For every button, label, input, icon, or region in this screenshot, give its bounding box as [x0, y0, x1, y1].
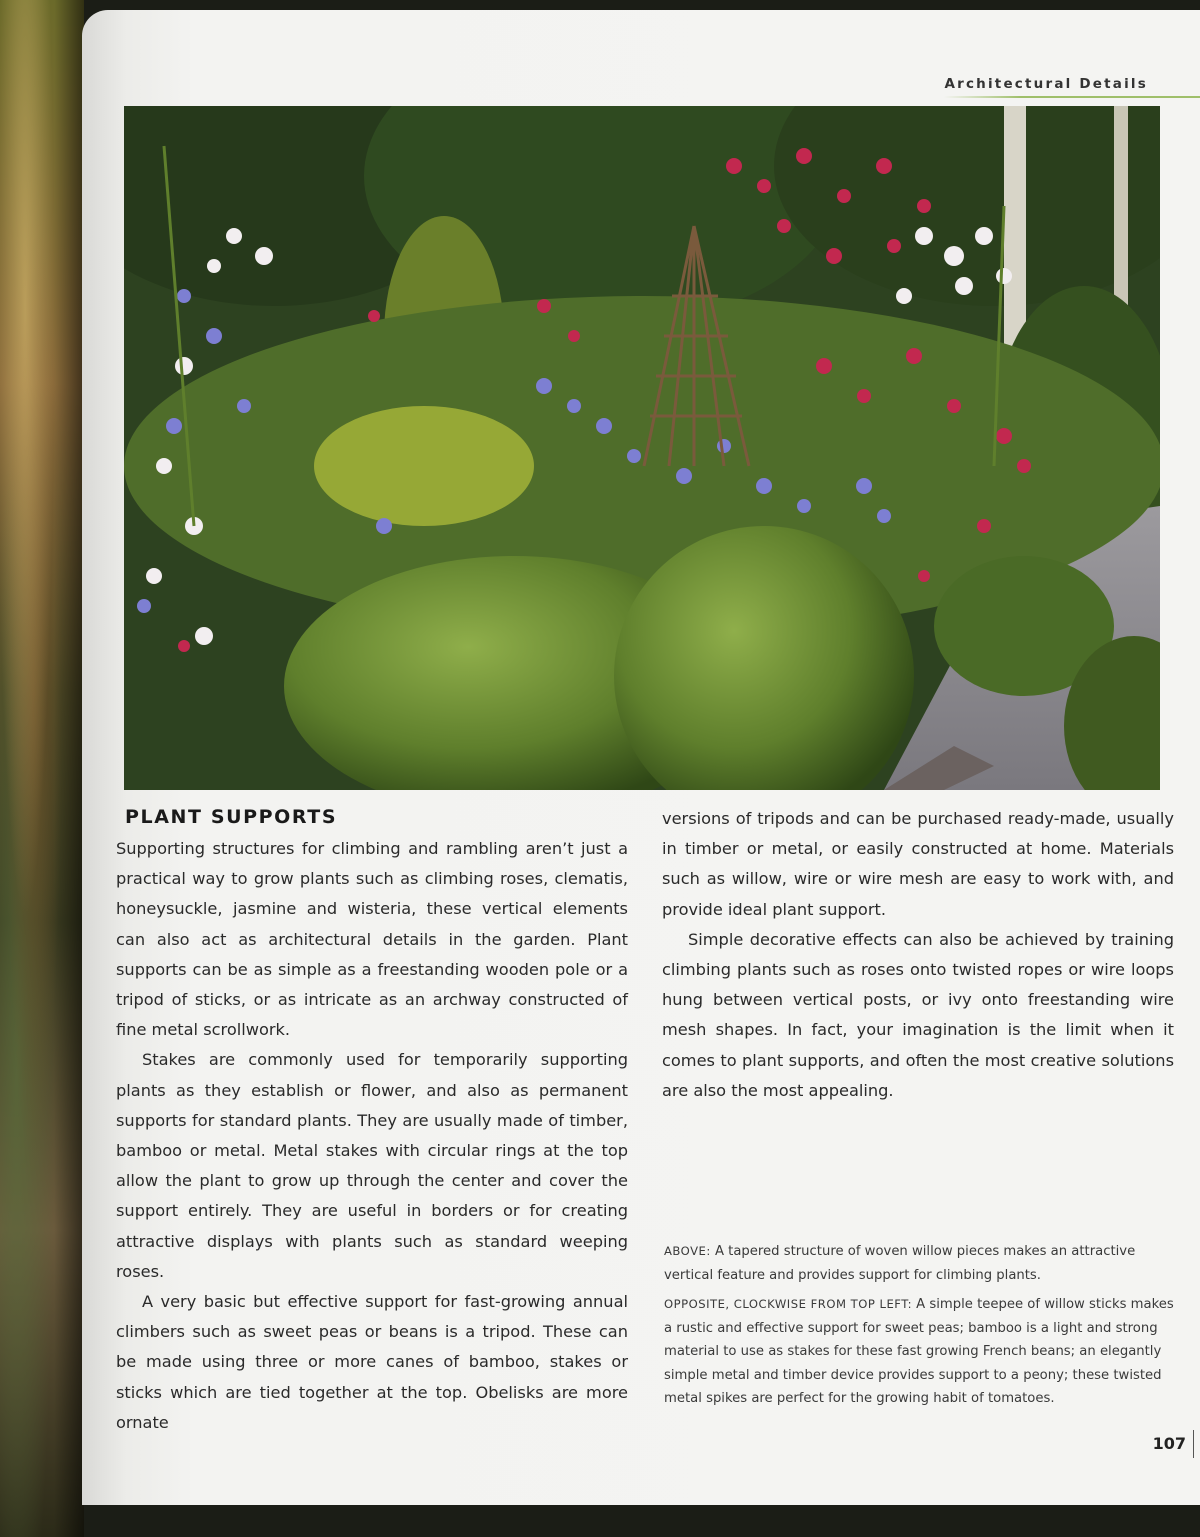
garden-border-photo: [124, 106, 1160, 790]
running-head: Architectural Details: [944, 76, 1148, 92]
garden-illustration: [124, 106, 1160, 790]
caption-opposite: [664, 1293, 1176, 1411]
caption-above: [664, 1240, 1176, 1287]
paragraph: Supporting structures for climbing and rambling aren’t just a practical way to grow plants such as climbing roses, clematis, honeysuckle, jasmine and wisteria, these vertical elements can also act as architectural details in the garden. Plant supports can be as simple as a freestanding wooden pole or a tripod of sticks, or as intricate as an archway constructed of fine metal scrollwork.: [116, 839, 628, 1040]
right-text-column: [662, 804, 1174, 1106]
paragraph: Stakes are commonly used for temporarily supporting plants as they establish or flower, and also as permanent supports for standard plants. They are usually made of timber, bamboo or metal. Metal stakes with circular rings at the top allow the plant to grow up through the center and cover the support entirely. They are useful in borders or for creating attractive displays with plants such as standard weeping roses.: [116, 1050, 628, 1281]
running-head-rule: [944, 96, 1200, 98]
paragraph: versions of tripods and can be purchased ready-made, usually in timber or metal, or easily constructed at home. Materials such as willow, wire or wire mesh are easy to work with, and provide ideal plant support.: [662, 809, 1174, 919]
page-number: 107: [1152, 1434, 1186, 1453]
caption-label: ABOVE:: [664, 1244, 711, 1258]
paragraph: Simple decorative effects can also be achieved by training climbing plants such as roses onto twisted ropes or wire loops hung between vertical posts, or ivy onto freestanding wire mesh shapes. In fact, your imagination is the limit when it comes to plant supports, and often the most creative solutions are also the most appealing.: [662, 929, 1174, 1100]
caption-text: A tapered structure of woven willow pieces makes an attractive vertical feature and provides support for climbing plants.: [664, 1244, 1136, 1283]
paragraph: A very basic but effective support for fast-growing annual climbers such as sweet peas or beans is a tripod. These can be made using three or more canes of bamboo, stakes or sticks which are tied together at the top. Obelisks are more ornate: [116, 1292, 628, 1432]
book-page: [82, 10, 1200, 1505]
article-heading: PLANT SUPPORTS: [125, 806, 338, 828]
folio-rule: [1193, 1430, 1194, 1458]
caption-text: A simple teepee of willow sticks makes a rustic and effective support for sweet peas; bamboo is a light and strong material to use as stakes for these fast growing French beans; an elegantly simple metal and timber device provides support to a peony; these twisted metal spikes are perfect for the growing habit of tomatoes.: [664, 1297, 1174, 1406]
facing-page-edge: [0, 0, 84, 1537]
left-text-column: [116, 834, 628, 1438]
caption-label: OPPOSITE, CLOCKWISE FROM TOP LEFT:: [664, 1297, 912, 1311]
